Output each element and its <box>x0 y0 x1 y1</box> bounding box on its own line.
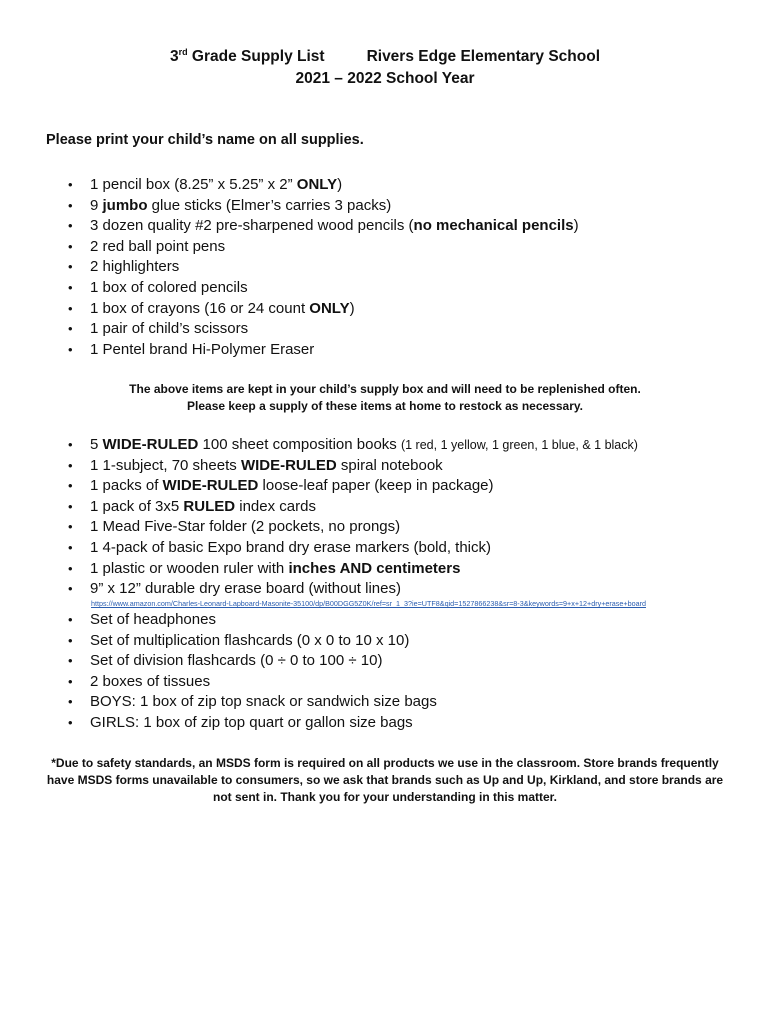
list-item: • BOYS: 1 box of zip top snack or sandwich size bags <box>68 693 437 711</box>
extra-supply-list <box>0 610 437 734</box>
document-title <box>0 47 770 66</box>
list-item: • 2 highlighters <box>68 258 180 276</box>
list-item: • 1 packs of WIDE-RULED loose-leaf paper (keep in package) <box>68 477 494 495</box>
school-name: Rivers Edge Elementary School <box>366 48 601 65</box>
classroom-supply-list <box>0 435 638 600</box>
list-item: • 5 WIDE-RULED 100 sheet composition books (1 red, 1 yellow, 1 green, 1 blue, & 1 black) <box>68 436 638 453</box>
list-item: • 9” x 12” durable dry erase board (without lines) <box>68 580 401 598</box>
list-item: • GIRLS: 1 box of zip top quart or gallon size bags <box>68 713 413 731</box>
list-item: • 1 pencil box (8.25” x 5.25” x 2” ONLY) <box>68 176 343 193</box>
list-item: • 1 4-pack of basic Expo brand dry erase markers (bold, thick) <box>68 538 492 556</box>
list-item: • 1 pack of 3x5 RULED index cards <box>68 497 316 515</box>
dry-erase-board-link[interactable]: https://www.amazon.com/Charles-Leonard-Lapboard-Masonite-35100/dp/B00DGG5Z0K/ref=sr_1_3?ie=UTF8&qid=1527866238&sr=8-3&keywords=9+x+12+dry+erase+board <box>91 599 646 608</box>
list-item: • 1 box of crayons (16 or 24 count ONLY) <box>68 299 355 317</box>
list-item: • 1 Mead Five-Star folder (2 pockets, no prongs) <box>68 518 401 536</box>
list-item: • 3 dozen quality #2 pre-sharpened wood pencils (no mechanical pencils) <box>68 217 579 235</box>
replenish-note: The above items are kept in your child’s supply box and will need to be replenished often. Please keep a supply of these items at home to restock as necessary. <box>129 382 641 413</box>
list-item: • Set of multiplication flashcards (0 x 0 to 10 x 10) <box>68 631 410 649</box>
supply-box-list <box>0 175 579 360</box>
msds-safety-note: *Due to safety standards, an MSDS form is required on all products we use in the classroom. Store brands frequently have MSDS forms unavailable to consumers, so we ask that brands such as Up and Up, Kirkland, and store brands are not sent in. Thank you for your understanding in this matter. <box>46 756 724 804</box>
list-item: • 1 plastic or wooden ruler with inches AND centimeters <box>68 559 461 577</box>
intro-instruction: Please print your child’s name on all supplies. <box>46 132 364 148</box>
list-item: • 1 Pentel brand Hi-Polymer Eraser <box>68 340 315 358</box>
grade-title: 3rd Grade Supply List <box>169 47 325 65</box>
list-item: • 2 boxes of tissues <box>68 672 211 690</box>
list-item: • Set of headphones <box>68 611 216 628</box>
list-item: • 9 jumbo glue sticks (Elmer’s carries 3 packs) <box>68 196 392 214</box>
list-item: • 1 1-subject, 70 sheets WIDE-RULED spiral notebook <box>68 456 443 474</box>
list-item: • 1 pair of child’s scissors <box>68 320 249 338</box>
list-item: • Set of division flashcards (0 ÷ 0 to 100 ÷ 10) <box>68 652 383 670</box>
list-item: • 1 box of colored pencils <box>68 278 248 296</box>
school-year: 2021 – 2022 School Year <box>295 70 475 87</box>
list-item: • 2 red ball point pens <box>68 237 226 255</box>
